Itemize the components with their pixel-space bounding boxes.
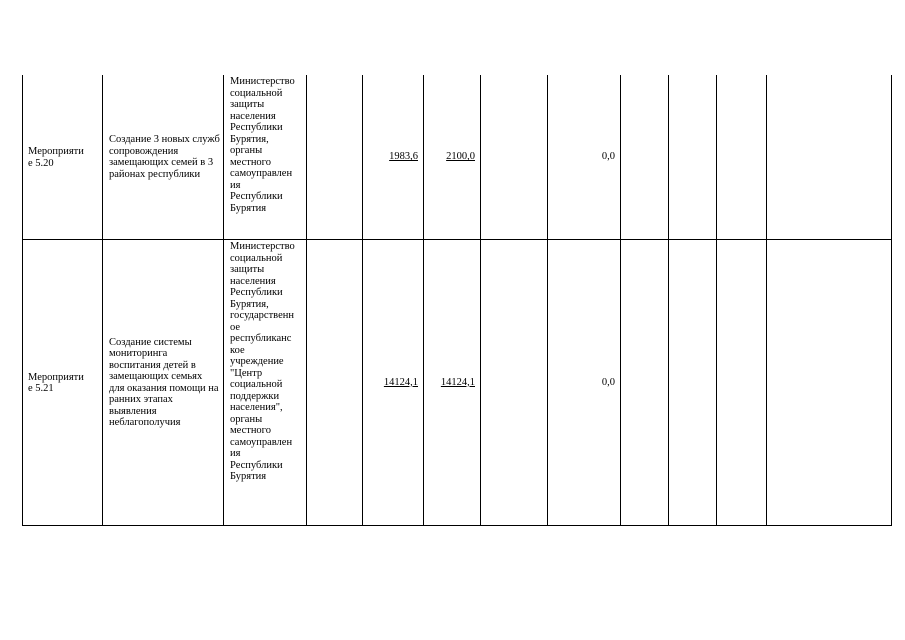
measure-name: Мероприяти е 5.20	[28, 146, 84, 169]
value-3-cell	[548, 75, 621, 240]
value-2-cell	[424, 240, 481, 526]
empty-cell	[307, 240, 363, 526]
empty-cell	[669, 75, 717, 240]
table-row	[23, 75, 892, 240]
measure-name: Мероприяти е 5.21	[28, 371, 84, 394]
value-1-cell	[363, 240, 424, 526]
value-1: 14124,1	[383, 376, 418, 388]
value-3: 0,0	[601, 151, 615, 163]
executor-cell	[224, 75, 307, 240]
empty-cell	[669, 240, 717, 526]
value-2: 14124,1	[440, 376, 475, 388]
executor-cell	[224, 240, 307, 526]
measure-description-cell	[103, 75, 224, 240]
measure-description: Создание 3 новых служб сопровождения замещающих семей в 3 районах республики	[109, 134, 220, 180]
empty-cell	[621, 240, 669, 526]
empty-cell	[307, 75, 363, 240]
executor-text: Министерство социальной защиты населения Республики Бурятия, органы местного самоуправлен ия Республики Бурятия	[230, 76, 295, 214]
empty-cell	[621, 75, 669, 240]
value-2: 2100,0	[446, 151, 475, 163]
value-3-cell	[548, 240, 621, 526]
empty-cell	[717, 240, 767, 526]
value-3: 0,0	[601, 376, 615, 388]
value-1-cell	[363, 75, 424, 240]
measure-description: Создание системы мониторинга воспитания детей в замещающих семьях для оказания помощи на ранних этапах выявления неблагополучия	[109, 336, 219, 428]
executor-text: Министерство социальной защиты населения Республики Бурятия, государственн ое республиканс кое учреждение "Центр социальной поддержки населения", органы местного самоуправлен ия Республики Бурятия	[230, 241, 295, 482]
empty-cell	[481, 75, 548, 240]
measure-description-cell	[103, 240, 224, 526]
measures-table	[22, 75, 892, 526]
empty-cell	[767, 75, 892, 240]
measure-name-cell	[23, 240, 103, 526]
empty-cell	[767, 240, 892, 526]
table-row	[23, 240, 892, 526]
value-1: 1983,6	[389, 151, 418, 163]
measure-name-cell	[23, 75, 103, 240]
empty-cell	[481, 240, 548, 526]
value-2-cell	[424, 75, 481, 240]
empty-cell	[717, 75, 767, 240]
